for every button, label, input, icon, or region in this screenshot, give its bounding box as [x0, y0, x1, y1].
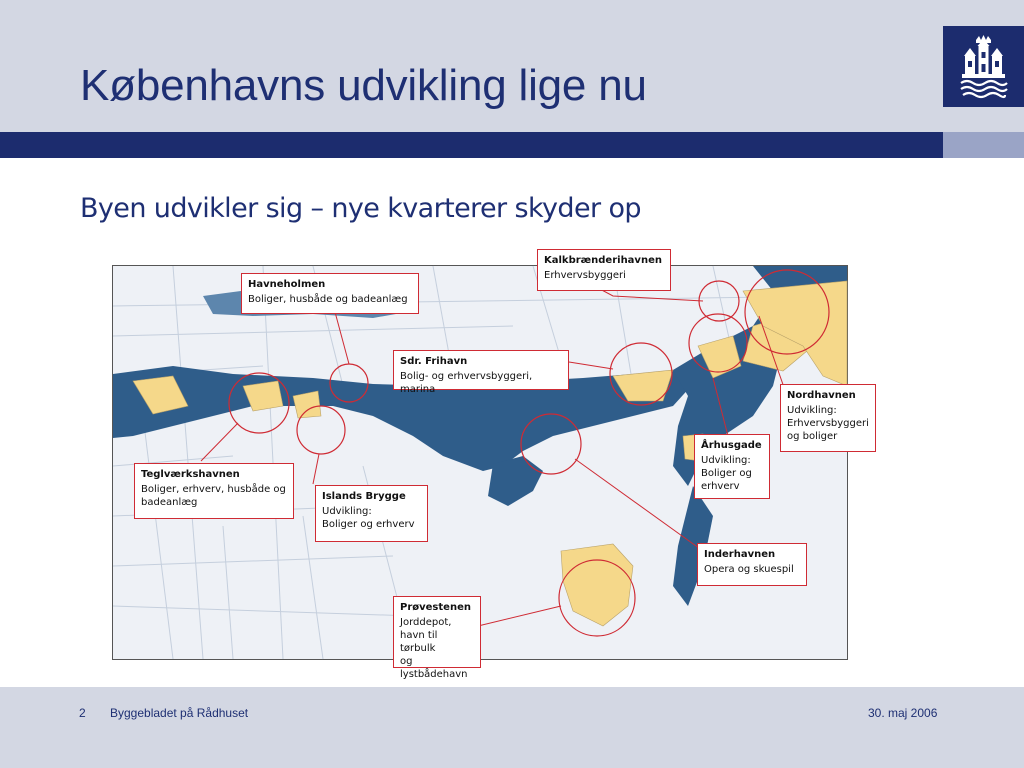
- page-number: 2: [79, 706, 86, 720]
- callout-line: Udvikling:: [787, 405, 837, 416]
- callout-line: badeanlæg: [141, 497, 198, 508]
- callout-title: Inderhavnen: [704, 549, 776, 560]
- callout-aarhusgade: [694, 434, 770, 499]
- callout-line: Boliger og erhverv: [322, 519, 415, 530]
- callout-title: Teglværkshavnen: [141, 469, 240, 480]
- callout-sdr-frihavn: [393, 350, 569, 395]
- slide-title: Københavns udvikling lige nu: [80, 61, 647, 110]
- callout-line: og lystbådehavn: [400, 656, 468, 680]
- callout-inderhavnen: [697, 543, 807, 586]
- callout-islands-brygge: [315, 485, 428, 542]
- callout-title: Nordhavnen: [787, 390, 856, 401]
- callout-line: Boliger, erhverv, husbåde og: [141, 484, 286, 495]
- harbour-map: [112, 255, 869, 680]
- callout-line: Jorddepot,: [400, 617, 452, 628]
- callout-title: Islands Brygge: [322, 491, 406, 502]
- callout-title: Kalkbrænderihavnen: [544, 255, 662, 266]
- footer-band: [0, 687, 1024, 768]
- callout-line: Erhvervsbyggeri: [787, 418, 869, 429]
- footer-source: Byggebladet på Rådhuset: [110, 706, 249, 720]
- callout-line: Udvikling:: [701, 455, 751, 466]
- callout-kalkbraenderihavnen: [537, 249, 671, 291]
- callout-line: Bolig- og erhvervsbyggeri, marina: [400, 371, 533, 395]
- callout-line: og boliger: [787, 431, 838, 442]
- slide-subtitle: Byen udvikler sig – nye kvarterer skyder op: [80, 193, 641, 224]
- callout-title: Havneholmen: [248, 279, 326, 290]
- footer-date: 30. maj 2006: [868, 706, 938, 720]
- callout-line: erhverv: [701, 481, 740, 492]
- callout-title: Sdr. Frihavn: [400, 356, 468, 367]
- callout-havneholmen: [241, 273, 419, 314]
- callout-line: Boliger, husbåde og badeanlæg: [248, 294, 408, 305]
- callout-line: Boliger og: [701, 468, 752, 479]
- callout-line: Udvikling:: [322, 506, 372, 517]
- callout-line: Erhvervsbyggeri: [544, 270, 626, 281]
- callout-line: Opera og skuespil: [704, 564, 794, 575]
- header-divider-bar: [0, 132, 943, 158]
- header-divider-accent: [943, 132, 1024, 158]
- callout-title: Århusgade: [701, 440, 762, 451]
- callout-title: Prøvestenen: [400, 602, 471, 613]
- callout-proevestenen: [393, 596, 481, 680]
- callout-teglvaerkshavnen: [134, 463, 294, 519]
- copenhagen-coat-of-arms-icon: [943, 26, 1024, 107]
- callout-nordhavnen: [780, 384, 876, 452]
- callout-line: havn til tørbulk: [400, 630, 438, 654]
